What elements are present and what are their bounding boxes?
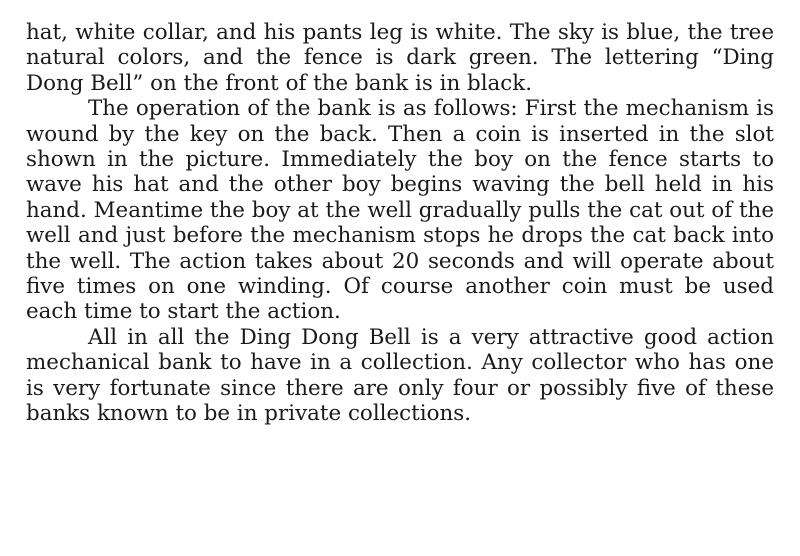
paragraph-2: The operation of the bank is as follows: First the mechanism is wound by the key on the back. Then a coin is inserted in the slot shown in the picture. Immediately the boy on the fence starts to wave his hat and the other boy begins waving the bell held in his hand. Meantime the boy at the well gradually pulls the cat out of the well and just before the mechanism stops he drops the cat back into the well. The action takes about 20 seconds and will operate about five times on one winding. Of course another coin must be used each time to start the action. [26, 96, 774, 325]
paragraph-1: hat, white collar, and his pants leg is white. The sky is blue, the tree natural colors, and the fence is dark green. The lettering “Ding Dong Bell” on the front of the bank is in black. [26, 20, 774, 96]
document-page [26, 20, 774, 427]
paragraph-3: All in all the Ding Dong Bell is a very attractive good action mechanical bank to have in a collection. Any collector who has one is very fortunate since there are only four or possibly five of these banks known to be in private collections. [26, 324, 774, 427]
